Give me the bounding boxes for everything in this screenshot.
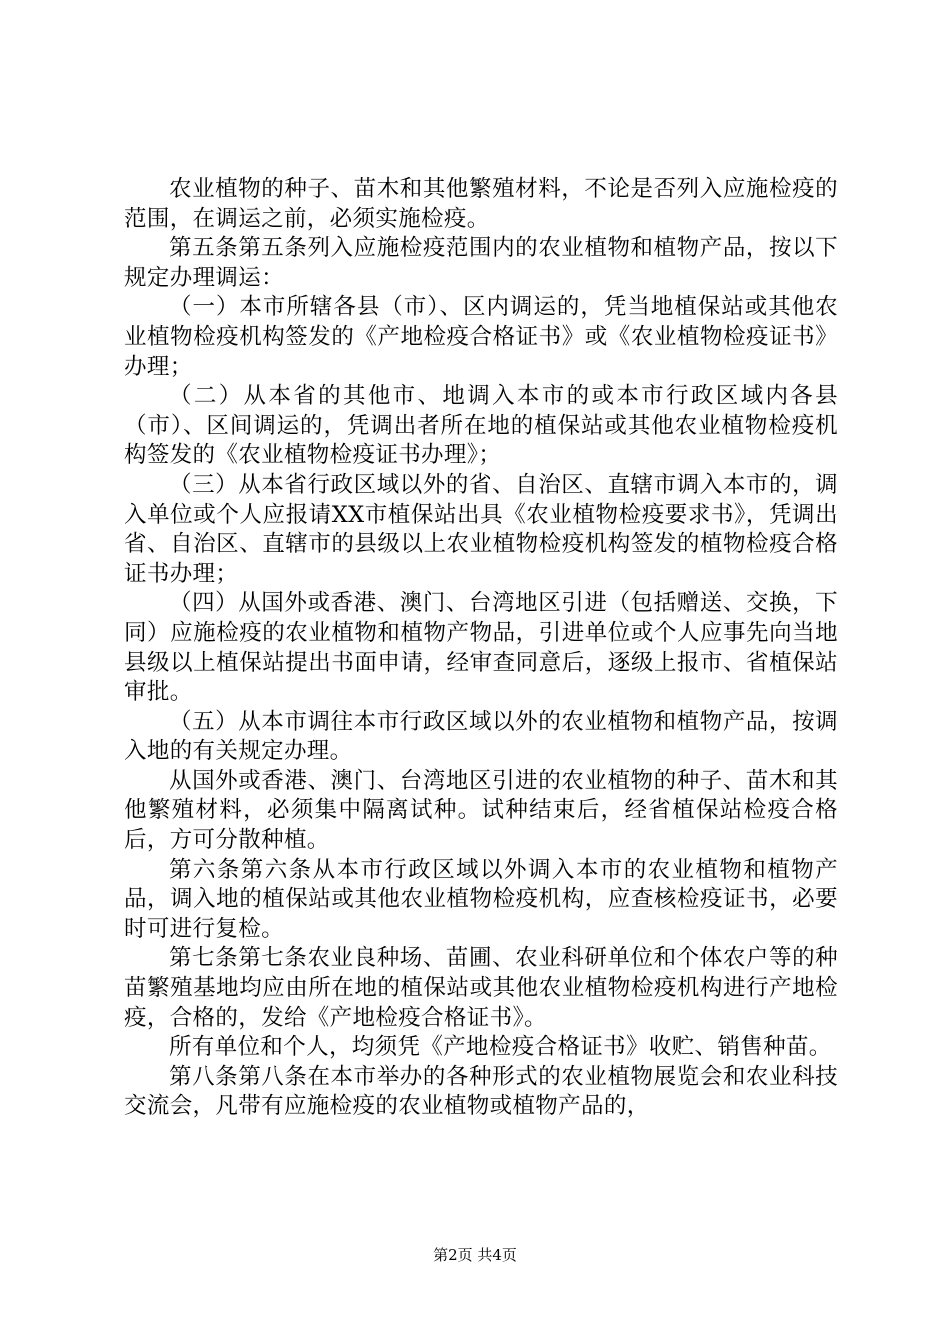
- page-number-footer: 第2页 共4页: [433, 1246, 517, 1264]
- paragraph-2: 第五条第五条列入应施检疫范围内的农业植物和植物产品，按以下规定办理调运：: [124, 235, 838, 291]
- paragraph-7: （五）从本市调往本市行政区域以外的农业植物和植物产品，按调入地的有关规定办理。: [124, 708, 838, 765]
- paragraph-4: （二）从本省的其他市、地调入本市的或本市行政区域内各县（市）、区间调运的，凭调出者所在地的植保站或其他农业植物检疫机构签发的《农业植物检疫证书办理》；: [124, 383, 838, 469]
- paragraph-12: 第八条第八条在本市举办的各种形式的农业植物展览会和农业科技交流会，凡带有应施检疫的农业植物或植物产品的，: [124, 1063, 838, 1120]
- paragraph-6: （四）从国外或香港、澳门、台湾地区引进（包括赠送、交换，下同）应施检疫的农业植物和植物产物品，引进单位或个人应事先向当地县级以上植保站提出书面申请，经审查同意后，逐级上报市、省植保站审批。: [124, 590, 838, 706]
- document-body: [124, 175, 838, 1122]
- paragraph-1: 农业植物的种子、苗木和其他繁殖材料，不论是否列入应施检疫的范围，在调运之前，必须实施检疫。: [124, 176, 838, 232]
- paragraph-11: 所有单位和个人，均须凭《产地检疫合格证书》收贮、销售种苗。: [169, 1034, 832, 1061]
- paragraph-8: 从国外或香港、澳门、台湾地区引进的农业植物的种子、苗木和其他繁殖材料，必须集中隔离试种。试种结束后，经省植保站检疫合格后，方可分散种植。: [124, 767, 838, 854]
- paragraph-9: 第六条第六条从本市行政区域以外调入本市的农业植物和植物产品，调入地的植保站或其他农业植物检疫机构，应查核检疫证书，必要时可进行复检。: [124, 856, 838, 942]
- paragraph-3: （一）本市所辖各县（市）、区内调运的，凭当地植保站或其他农业植物检疫机构签发的《产地检疫合格证书》或《农业植物检疫证书》办理；: [124, 294, 838, 380]
- paragraph-5: （三）从本省行政区域以外的省、自治区、直辖市调入本市的，调入单位或个人应报请XX市植保站出具《农业植物检疫要求书》，凭调出省、自治区、直辖市的县级以上农业植物检疫机构签发的植物检疫合格证书办理；: [124, 471, 838, 587]
- paragraph-10: 第七条第七条农业良种场、苗圃、农业科研单位和个体农户等的种苗繁殖基地均应由所在地的植保站或其他农业植物检疫机构进行产地检疫，合格的，发给《产地检疫合格证书》。: [124, 945, 838, 1031]
